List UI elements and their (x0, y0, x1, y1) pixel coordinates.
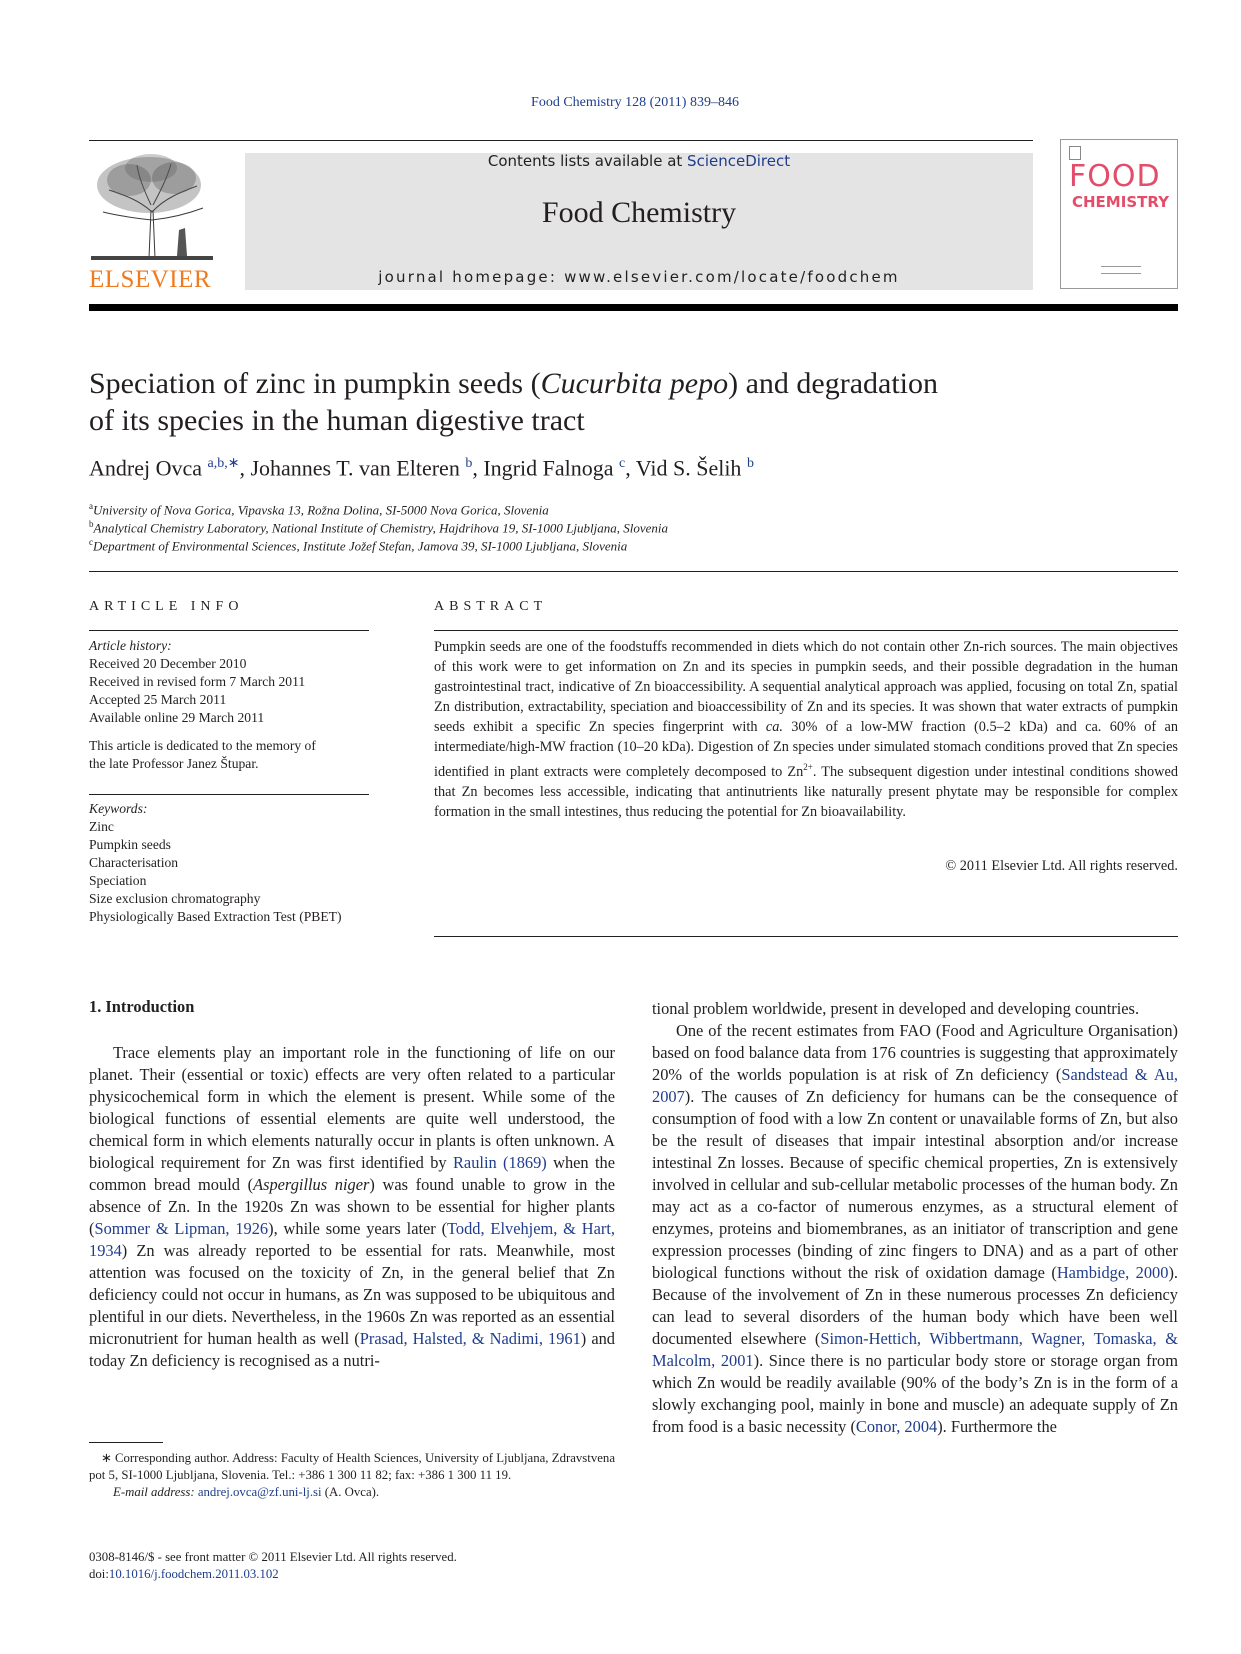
keyword: Zinc (89, 819, 114, 834)
text-run: when the common bread mould ( (89, 1153, 615, 1194)
abstract-heading: ABSTRACT (434, 599, 548, 614)
text-run: ) was found unable to grow in the absence of Zn. In the 1920s Zn was shown to be essential for higher plants ( (89, 1175, 615, 1238)
history-revised: Received in revised form 7 March 2011 (89, 674, 306, 689)
history-accepted: Accepted 25 March 2011 (89, 692, 227, 707)
abstract-rule (434, 630, 1178, 631)
citation-link[interactable]: Todd, Elvehjem, & Hart, 1934 (89, 1219, 615, 1260)
text-run: ). The causes of Zn deficiency for humans can be the consequence of consumption of food with a low Zn content or unavailable forms of Zn, but also be the result of diseases that impair intestinal absorption and/or increase intestinal Zn losses. Because of specific chemical properties, Zn is extensively involved in cellular and sub-cellular metabolic processes of the human body. Zn may act as a co-factor of numerous enzymes, as a structural element of enzymes, proteins and biomembranes, as an initiator of transcription and gene expression processes (binding of zinc fingers to DNA) and as a part of other biological functions without the risk of oxidation damage ( (652, 1087, 1178, 1282)
citation-link[interactable]: Sandstead & Au, 2007 (652, 1065, 1178, 1106)
abstract-text (434, 637, 1178, 822)
article-info (89, 637, 369, 773)
doi-line (89, 1566, 689, 1583)
journal-cover (1060, 139, 1178, 289)
cover-title-food: FOOD (1069, 159, 1161, 194)
title-part2: ) and degradation (728, 367, 938, 400)
header-top-rule (89, 140, 1033, 141)
citation-link[interactable]: Sommer & Lipman, 1926 (94, 1219, 269, 1238)
title-line2: of its species in the human digestive tract (89, 404, 585, 437)
affiliation-text: University of Nova Gorica, Vipavska 13, Rožna Dolina, SI-5000 Nova Gorica, Slovenia (93, 502, 549, 518)
text-run: ) and today Zn deficiency is recognised as a nutri- (89, 1329, 615, 1370)
abstract-part-c: . The subsequent digestion under intestinal conditions showed that Zn becomes less accessible, indicating that antinutrients like naturally present phytate may be responsible for complex formation in the small intestines, thus reducing the potential for Zn bioavailability. (434, 763, 1178, 820)
corresponding-text: ∗ Corresponding author. Address: Faculty of Health Sciences, University of Ljubljana, Zdravstvena pot 5, SI-1000 Ljubljana, Slovenia. Tel.: +386 1 300 11 82; fax: +386 1 300 11 19. (89, 1451, 615, 1482)
abstract-italic: ca. (765, 719, 783, 735)
citation-link[interactable]: Simon-Hettich, Wibbertmann, Wagner, Tomaska, & Malcolm, 2001 (652, 1329, 1178, 1370)
keyword: Size exclusion chromatography (89, 891, 261, 906)
continued-text: tional problem worldwide, present in developed and developing countries. (652, 999, 1140, 1018)
species-italic: Aspergillus niger (253, 1175, 370, 1194)
keyword: Characterisation (89, 855, 179, 870)
keywords-rule (89, 794, 369, 795)
text-run: ). Since there is no particular body store or storage organ from which Zn would be readily available (90% of the body’s Zn is in the form of a slowly exchanging pool, mainly in bone and muscle) an adequate supply of Zn from food is a basic necessity ( (652, 1351, 1178, 1436)
keyword: Speciation (89, 873, 147, 888)
cover-footer-mark-icon (1101, 266, 1141, 274)
dedication-line1: This article is dedicated to the memory of (89, 738, 316, 753)
affiliation-mark: b (89, 519, 94, 529)
affiliation-mark: c (89, 537, 93, 547)
contents-line (245, 152, 1033, 170)
title-species: Cucurbita pepo (540, 367, 729, 400)
email-line (89, 1484, 615, 1501)
cover-title-chemistry: CHEMISTRY (1072, 193, 1169, 211)
section-heading: 1. Introduction (89, 997, 195, 1016)
citation-link[interactable]: Raulin (1869) (452, 1153, 547, 1172)
abstract-part-a: Pumpkin seeds are one of the foodstuffs recommended in diets which do not contain other Zn-rich sources. The main objectives of this work were to get information on Zn and its species in pumpkin seeds, and their possible degradation in the human gastrointestinal tract, indicative of Zn bioaccessibility. A sequential analytical approach was applied, focusing on total Zn, spatial Zn distribution, extractability, speciation and bioaccessibility of Zn and its species. It was shown that water extracts of pumpkin seeds exhibit a specific Zn species fingerprint with (434, 639, 1178, 735)
affiliation-mark: a (89, 501, 93, 511)
intro-paragraph (89, 1042, 615, 1372)
keywords (89, 800, 369, 926)
text-run: ). Furthermore the (937, 1417, 1057, 1436)
article-title (89, 365, 1049, 439)
affiliation-text: Department of Environmental Sciences, Institute Jožef Stefan, Jamova 39, SI-1000 Ljubljana, Slovenia (93, 538, 628, 554)
author-name[interactable]: Ingrid Falnoga (483, 455, 614, 481)
history-online: Available online 29 March 2011 (89, 710, 265, 725)
author-affil-mark[interactable]: b (746, 456, 754, 471)
text-run: ). Because of the involvement of Zn in these numerous processes Zn deficiency can lead to several disorders of the human body which have been well documented elsewhere ( (652, 1263, 1178, 1348)
article-info-rule (89, 630, 369, 631)
text-run: Trace elements play an important role in the functioning of life on our planet. Their (essential or toxic) effects are very often related to a particular physicochemical form in which the element is present. While some of the biological functions of essential elements are quite well understood, the chemical form in which elements naturally occur in plants is often unknown. A biological requirement for Zn was first identified by (89, 1043, 615, 1172)
dedication-line2: the late Professor Janez Štupar. (89, 756, 259, 771)
email-link[interactable]: andrej.ovca@zf.uni-lj.si (197, 1485, 322, 1499)
citation-link[interactable]: Prasad, Halsted, & Nadimi, 1961 (359, 1329, 581, 1348)
intro-paragraph (652, 1020, 1178, 1438)
journal-title: Food Chemistry (541, 196, 737, 229)
email-suffix: (A. Ovca). (321, 1485, 380, 1499)
sciencedirect-link[interactable]: ScienceDirect (687, 152, 791, 170)
text-run: ), while some years later ( (268, 1219, 448, 1238)
author-list: Andrej Ovca $^{a,b,∗}$, Johannes T. van Elteren $^b$, Ingrid Falnoga $^c$, Vid S. Šelih $^b$ (89, 455, 754, 481)
author-name[interactable]: Johannes T. van Elteren (250, 455, 460, 481)
elsevier-tree-logo (89, 150, 215, 265)
author-name[interactable]: Vid S. Šelih (635, 455, 742, 481)
doi-label: doi: (89, 1567, 109, 1581)
author-name[interactable]: Andrej Ovca (89, 455, 203, 481)
journal-homepage[interactable]: journal homepage: www.elsevier.com/locate/foodchem (378, 268, 900, 286)
intro-right-column (652, 998, 1178, 1438)
history-received: Received 20 December 2010 (89, 656, 247, 671)
keyword: Physiologically Based Extraction Test (PBET) (89, 909, 342, 924)
corresponding-footnote (89, 1450, 615, 1501)
text-run: One of the recent estimates from FAO (Food and Agriculture Organisation) based on food balance data from 176 countries is suggesting that approximately 20% of the worlds population is at risk of Zn deficiency ( (652, 1021, 1178, 1084)
citation-link[interactable]: Hambidge, 2000 (1056, 1263, 1169, 1282)
elsevier-logo-text: ELSEVIER (89, 266, 212, 293)
history-label: Article history: (89, 638, 172, 653)
author-affil-mark[interactable]: b (465, 456, 473, 471)
affiliation-rule (89, 571, 1178, 572)
doi-link[interactable]: 10.1016/j.foodchem.2011.03.102 (108, 1567, 279, 1581)
abstract-superscript: 2+ (803, 762, 813, 772)
text-run: ) Zn was already reported to be essential for rats. Meanwhile, most attention was focused on the toxicity of Zn, in the general belief that Zn deficiency could not occur in humans, as Zn was supposed to be ubiquitous and plentiful in our diets. Nevertheless, in the 1960s Zn was reported as an essential micronutrient for human health as well ( (89, 1241, 615, 1348)
keyword: Pumpkin seeds (89, 837, 171, 852)
abstract-part-b: 30% of a low-MW fraction (0.5–2 kDa) and ca. 60% of an intermediate/high-MW fraction (10–20 kDa). Digestion of Zn species under simulated stomach conditions proved that Zn species identified in plant extracts were completely decomposed to Zn (434, 719, 1178, 780)
front-matter (89, 1549, 689, 1583)
keywords-label: Keywords: (89, 801, 148, 816)
article-info-heading: ARTICLE INFO (89, 599, 244, 614)
email-label: E-mail address: (113, 1485, 198, 1499)
affiliation-text: Analytical Chemistry Laboratory, National Institute of Chemistry, Hajdrihova 19, SI-1000 Ljubljana, Slovenia (93, 520, 669, 536)
header-thick-rule (89, 304, 1178, 311)
cover-mini-logo-icon (1069, 146, 1081, 160)
citation-link[interactable]: Conor, 2004 (855, 1417, 938, 1436)
front-matter-text: 0308-8146/$ - see front matter © 2011 Elsevier Ltd. All rights reserved. (89, 1550, 457, 1564)
author-affil-mark[interactable]: a,b,∗ (207, 456, 240, 471)
abstract-copyright: © 2011 Elsevier Ltd. All rights reserved. (945, 858, 1178, 874)
title-part1: Speciation of zinc in pumpkin seeds ( (89, 367, 541, 400)
intro-left-column (89, 1042, 615, 1372)
author-affil-mark[interactable]: c (618, 456, 626, 471)
journal-reference[interactable]: Food Chemistry 128 (2011) 839–846 (531, 95, 739, 110)
abstract-bottom-rule (434, 936, 1178, 937)
footnote-rule (89, 1442, 163, 1443)
affiliation (89, 533, 627, 555)
contents-prefix: Contents lists available at (487, 152, 688, 170)
